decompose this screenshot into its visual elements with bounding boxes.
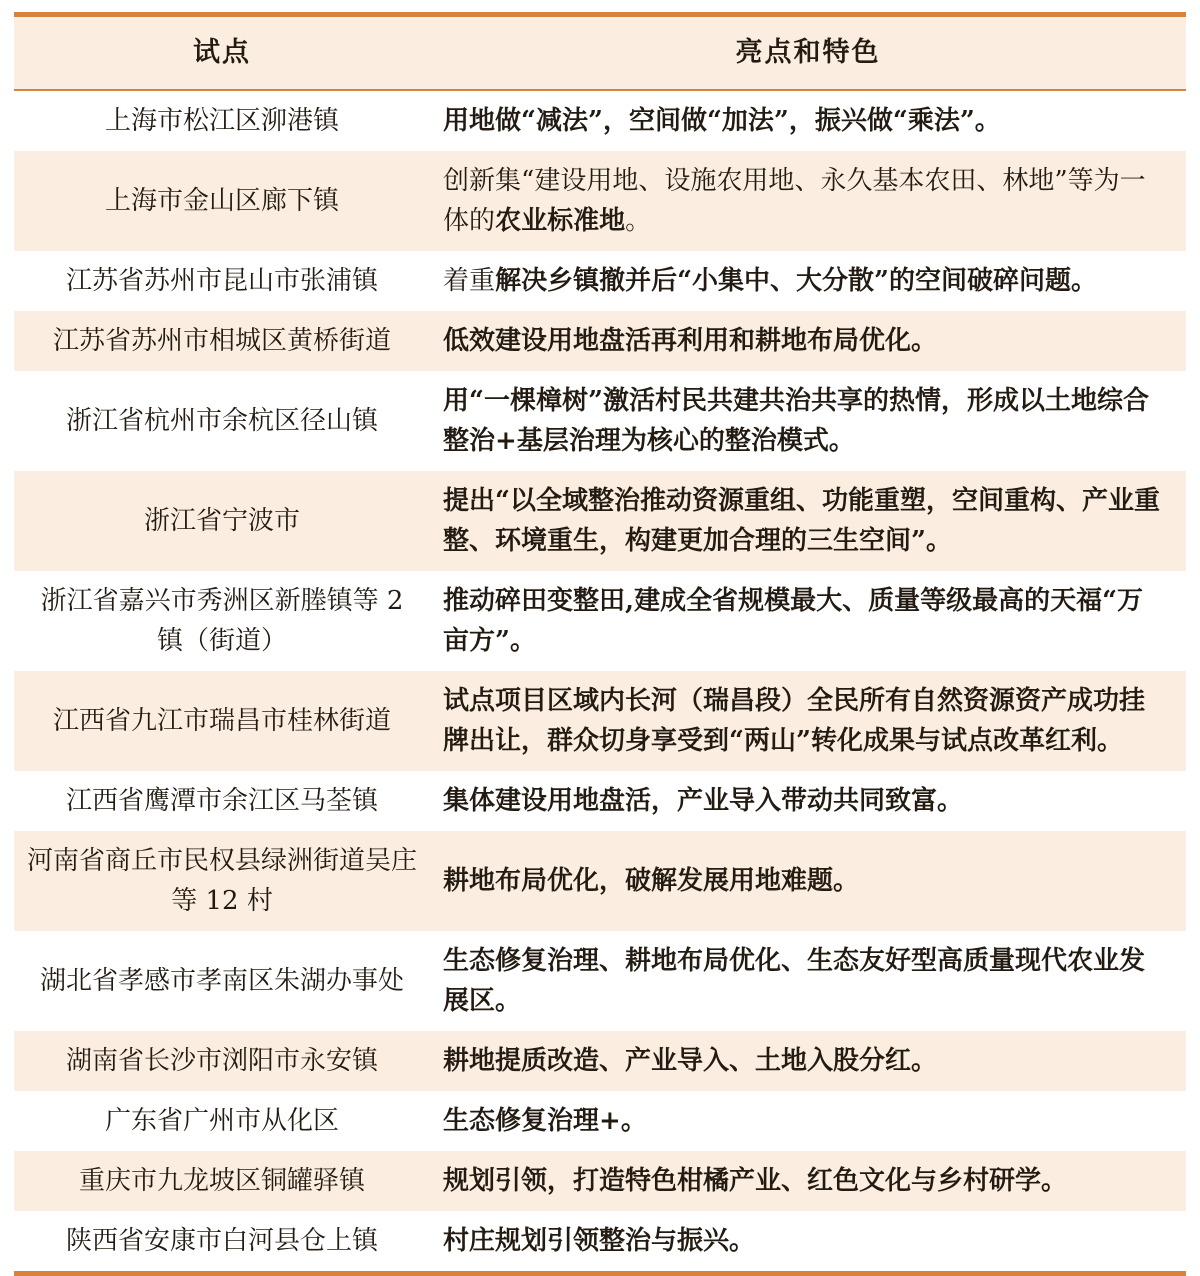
table-row	[14, 151, 1186, 251]
highlight-text-bold: 解决乡镇撤并后“小集中、大分散”的空间破碎问题。	[495, 266, 1097, 296]
table-row	[14, 1151, 1186, 1211]
highlight-cell	[430, 1031, 1186, 1091]
table-row	[14, 771, 1186, 831]
highlight-cell	[430, 371, 1186, 471]
table-row	[14, 571, 1186, 671]
highlight-text-regular: 。	[625, 206, 652, 236]
header-row	[14, 17, 1186, 90]
table-row	[14, 371, 1186, 471]
highlight-cell	[430, 471, 1186, 571]
highlight-text-bold: 耕地提质改造、产业导入、土地入股分红。	[443, 1046, 938, 1076]
table-body	[14, 90, 1186, 1271]
highlight-cell	[430, 771, 1186, 831]
highlight-text-regular: 着重	[443, 266, 496, 296]
pilot-cell: 浙江省宁波市	[144, 506, 301, 536]
pilot-cell: 江苏省苏州市昆山市张浦镇	[66, 266, 379, 296]
table-row	[14, 471, 1186, 571]
table-row	[14, 90, 1186, 151]
highlight-cell	[430, 831, 1186, 931]
highlight-text-bold: 农业标准地	[495, 206, 626, 236]
highlight-cell	[430, 90, 1186, 151]
highlight-cell	[430, 151, 1186, 251]
table-row	[14, 1211, 1186, 1271]
highlight-cell	[430, 931, 1186, 1031]
highlight-cell	[430, 311, 1186, 371]
pilot-cell: 江西省九江市瑞昌市桂林街道	[53, 706, 392, 736]
table-row	[14, 1031, 1186, 1091]
highlight-cell	[430, 1211, 1186, 1271]
highlight-text-bold: 规划引领，打造特色柑橘产业、红色文化与乡村研学。	[443, 1166, 1068, 1196]
highlight-text-bold: 集体建设用地盘活，产业导入带动共同致富。	[443, 786, 964, 816]
pilot-cell: 陕西省安康市白河县仓上镇	[66, 1226, 379, 1256]
highlight-text-bold: 生态修复治理、耕地布局优化、生态友好型高质量现代农业发展区。	[443, 946, 1146, 1016]
pilot-cell: 湖南省长沙市浏阳市永安镇	[66, 1046, 379, 1076]
pilot-cell: 重庆市九龙坡区铜罐驿镇	[79, 1166, 366, 1196]
highlight-text-bold: 推动碎田变整田,建成全省规模最大、质量等级最高的天福“万亩方”。	[443, 586, 1144, 656]
pilot-cell: 湖北省孝感市孝南区朱湖办事处	[40, 966, 405, 996]
highlight-text-bold: 提出“以全域整治推动资源重组、功能重塑，空间重构、产业重整、环境重生，构建更加合理的三生空间”。	[443, 486, 1161, 556]
table-row	[14, 931, 1186, 1031]
table-header	[14, 17, 1186, 90]
highlight-cell	[430, 571, 1186, 671]
pilot-highlights-table	[14, 12, 1186, 1276]
highlight-text-bold: 低效建设用地盘活再利用和耕地布局优化。	[443, 326, 938, 356]
column-header-pilot: 试点	[193, 37, 252, 68]
highlight-cell	[430, 1091, 1186, 1151]
pilot-cell: 上海市金山区廊下镇	[105, 186, 340, 216]
table-row	[14, 1091, 1186, 1151]
highlight-text-bold: 用地做“减法”，空间做“加法”，振兴做“乘法”。	[443, 106, 1001, 136]
highlight-text-bold: 用“一棵樟树”激活村民共建共治共享的热情，形成以土地综合整治+基层治理为核心的整治模式。	[443, 386, 1149, 456]
pilot-cell: 河南省商丘市民权县绿洲街道吴庄等 12 村	[27, 846, 418, 916]
pilot-cell: 上海市松江区泖港镇	[105, 106, 340, 136]
pilot-cell: 广东省广州市从化区	[105, 1106, 340, 1136]
pilot-cell: 浙江省嘉兴市秀洲区新塍镇等 2 镇（街道）	[40, 586, 404, 656]
highlight-text-bold: 生态修复治理+。	[443, 1106, 647, 1136]
highlight-text-bold: 试点项目区域内长河（瑞昌段）全民所有自然资源资产成功挂牌出让，群众切身享受到“两山”转化成果与试点改革红利。	[443, 686, 1146, 756]
pilot-cell: 江苏省苏州市相城区黄桥街道	[53, 326, 392, 356]
pilot-cell: 江西省鹰潭市余江区马荃镇	[66, 786, 379, 816]
table-row	[14, 311, 1186, 371]
highlight-cell	[430, 251, 1186, 311]
column-header-highlight: 亮点和特色	[735, 37, 881, 68]
highlight-cell	[430, 671, 1186, 771]
table-row	[14, 831, 1186, 931]
table-row	[14, 251, 1186, 311]
table-row	[14, 671, 1186, 771]
highlight-text-bold: 耕地布局优化，破解发展用地难题。	[443, 866, 860, 896]
pilot-table	[14, 17, 1186, 1271]
highlight-text-regular: 创新集“建设用地、设施农用地、永久基本农田、林地”等为一体的	[443, 166, 1146, 236]
highlight-text-bold: 村庄规划引领整治与振兴。	[443, 1226, 756, 1256]
pilot-cell: 浙江省杭州市余杭区径山镇	[66, 406, 379, 436]
highlight-cell	[430, 1151, 1186, 1211]
